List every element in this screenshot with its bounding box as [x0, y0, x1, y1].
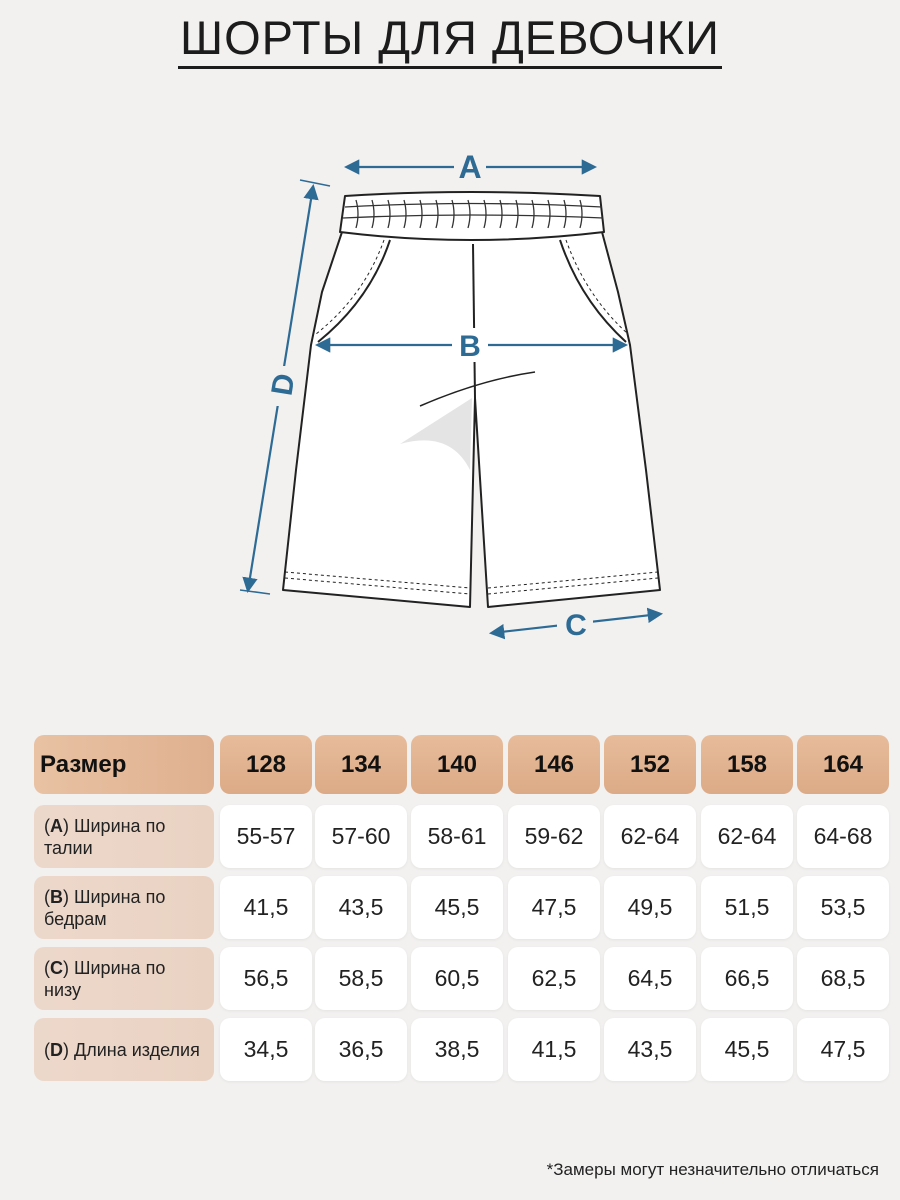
row-label-text: (B) Ширина по бедрам [44, 886, 166, 929]
value-cell-b-140: 45,5 [411, 876, 503, 939]
value-cell-d-140: 38,5 [411, 1018, 503, 1081]
row-label-d [34, 1018, 214, 1081]
size-header-140: 140 [411, 735, 503, 794]
page-title-text: ШОРТЫ ДЛЯ ДЕВОЧКИ [178, 12, 722, 69]
row-label-text: (C) Ширина по низу [44, 957, 166, 1000]
value-cell-c-128: 56,5 [220, 947, 312, 1010]
row-label-name: Длина изделия [74, 1039, 200, 1060]
footnote: *Замеры могут незначительно отличаться [546, 1160, 879, 1179]
value-cell-a-164: 64-68 [797, 805, 889, 868]
size-header-164: 164 [797, 735, 889, 794]
value-cell-c-152: 64,5 [604, 947, 696, 1010]
row-letter: A [50, 815, 63, 836]
value-cell-c-164: 68,5 [797, 947, 889, 1010]
row-label-a [34, 805, 214, 868]
size-header-134: 134 [315, 735, 407, 794]
value-cell-d-134: 36,5 [315, 1018, 407, 1081]
value-cell-b-164: 53,5 [797, 876, 889, 939]
size-header-128: 128 [220, 735, 312, 794]
row-label-name: Ширина по бедрам [44, 886, 166, 929]
row-label-c [34, 947, 214, 1010]
value-cell-d-128: 34,5 [220, 1018, 312, 1081]
value-cell-c-146: 62,5 [508, 947, 600, 1010]
row-letter: D [50, 1039, 63, 1060]
value-cell-d-152: 43,5 [604, 1018, 696, 1081]
row-label-b [34, 876, 214, 939]
value-cell-b-134: 43,5 [315, 876, 407, 939]
value-cell-d-158: 45,5 [701, 1018, 793, 1081]
size-header-152: 152 [604, 735, 696, 794]
dimension-d-tick-top [300, 180, 330, 186]
page-title [0, 12, 900, 69]
shorts-illustration [283, 192, 660, 607]
row-label-name: Ширина по низу [44, 957, 166, 1000]
value-cell-d-164: 47,5 [797, 1018, 889, 1081]
size-header-label: Размер [34, 735, 214, 794]
value-cell-a-128: 55-57 [220, 805, 312, 868]
value-cell-a-158: 62-64 [701, 805, 793, 868]
value-cell-b-128: 41,5 [220, 876, 312, 939]
row-label-text: (D) Длина изделия [44, 1039, 200, 1060]
value-cell-c-158: 66,5 [701, 947, 793, 1010]
row-letter: B [50, 886, 63, 907]
value-cell-b-158: 51,5 [701, 876, 793, 939]
size-header-146: 146 [508, 735, 600, 794]
value-cell-c-140: 60,5 [411, 947, 503, 1010]
size-header-158: 158 [701, 735, 793, 794]
dimension-d-tick-bottom [240, 590, 270, 594]
shorts-body [283, 232, 660, 607]
shorts-diagram [0, 140, 900, 660]
value-cell-a-146: 59-62 [508, 805, 600, 868]
value-cell-b-152: 49,5 [604, 876, 696, 939]
dimension-b-label: B [459, 330, 481, 363]
value-cell-a-140: 58-61 [411, 805, 503, 868]
value-cell-c-134: 58,5 [315, 947, 407, 1010]
dimension-c-label: C [565, 609, 587, 642]
row-label-text: (A) Ширина по талии [44, 815, 166, 858]
row-label-name: Ширина по талии [44, 815, 166, 858]
value-cell-a-134: 57-60 [315, 805, 407, 868]
value-cell-d-146: 41,5 [508, 1018, 600, 1081]
dimension-d-label: D [265, 371, 302, 398]
value-cell-a-152: 62-64 [604, 805, 696, 868]
value-cell-b-146: 47,5 [508, 876, 600, 939]
row-letter: C [50, 957, 63, 978]
dimension-a-label: A [458, 149, 482, 185]
